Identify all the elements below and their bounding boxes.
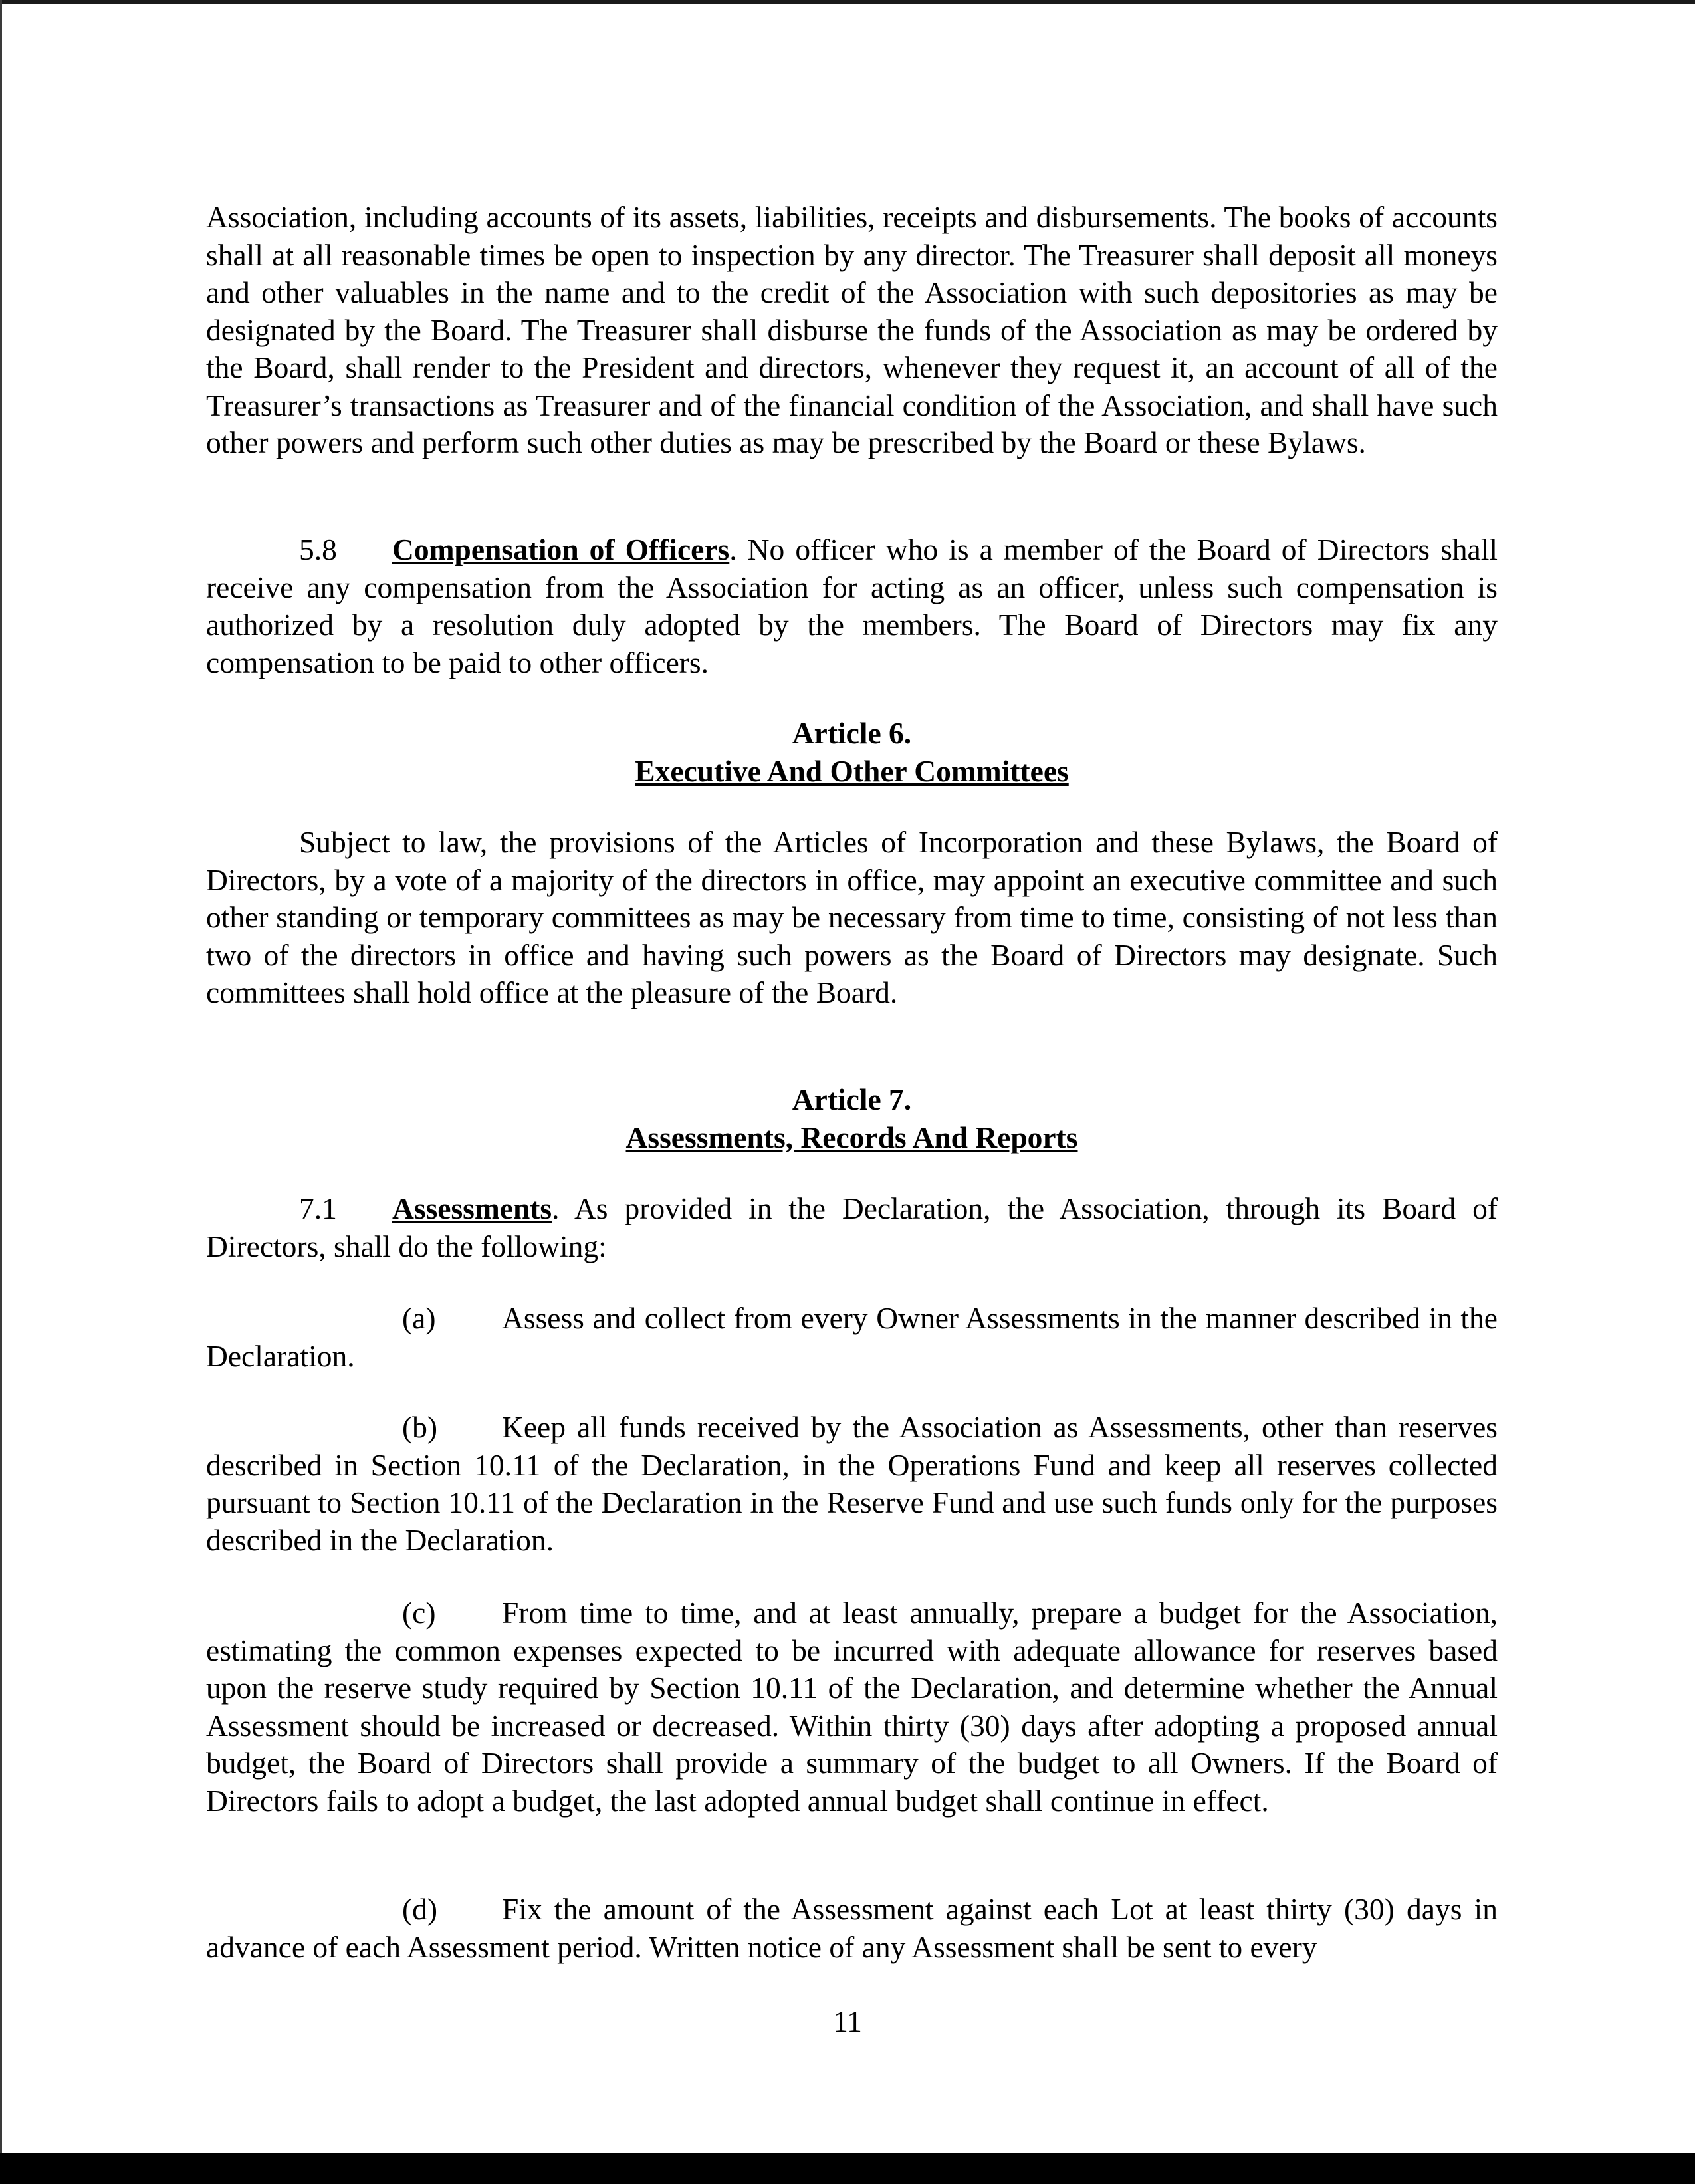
section-7-1-number: 7.1	[299, 1191, 337, 1225]
item-b-text: Keep all funds received by the Association as Assessments, other than reserves described in Section 10.11 of the Declaration, in the Operations Fund and keep all reserves collected pursuant to Section 10.11 of the Declaration in the Reserve Fund and use such funds only for the purposes described in the Declaration.	[206, 1410, 1498, 1557]
section-5-8-number: 5.8	[299, 533, 337, 566]
item-a-label: (a)	[402, 1301, 436, 1335]
item-c-label: (c)	[402, 1596, 436, 1630]
item-c-text: From time to time, and at least annually, prepare a budget for the Association, estimating the common expenses expected to be incurred with adequate allowance for reserves based upon the reserve study required by Section 10.11 of the Declaration, and determine whether the Annual Assessment should be increased or decreased. Within thirty (30) days after adopting a proposed annual budget, the Board of Directors shall provide a summary of the budget to all Owners. If the Board of Directors fails to adopt a budget, the last adopted annual budget shall continue in effect.	[206, 1596, 1498, 1818]
item-a	[206, 1300, 1498, 1375]
section-7-1-text: . As provided in the Declaration, the Association, through its Board of Directors, shall do the following:	[206, 1191, 1498, 1263]
item-b-label: (b)	[402, 1410, 438, 1444]
article-6-heading	[206, 715, 1498, 790]
section-7-1-title: Assessments	[392, 1191, 552, 1225]
section-5-8-title: Compensation of Officers	[392, 533, 730, 566]
item-b	[206, 1409, 1498, 1559]
article-7-title: Article 7.	[792, 1082, 912, 1116]
scan-edge-left	[0, 0, 2, 2184]
article-6-subtitle: Executive And Other Committees	[635, 753, 1069, 788]
article-6-body	[206, 824, 1498, 1012]
item-d	[206, 1891, 1498, 1966]
item-d-text: Fix the amount of the Assessment against each Lot at least thirty (30) days in advance of each Assessment period. Written notice of any Assessment shall be sent to every	[206, 1892, 1498, 1964]
section-7-1	[206, 1190, 1498, 1265]
scan-edge-top	[0, 0, 1695, 4]
article-6-title: Article 6.	[792, 716, 912, 750]
paragraph-treasurer-duties	[206, 199, 1498, 462]
item-c	[206, 1594, 1498, 1820]
paragraph-treasurer-text: Association, including accounts of its assets, liabilities, receipts and disbursements. The books of accounts shall at all reasonable times be open to inspection by any director. The Treasurer shall deposit all moneys and other valuables in the name and to the credit of the Association with such depositories as may be designated by the Board. The Treasurer shall disburse the funds of the Association as may be ordered by the Board, shall render to the President and directors, whenever they request it, an account of all of the Treasurer’s transactions as Treasurer and of the financial condition of the Association, and shall have such other powers and perform such other duties as may be prescribed by the Board or these Bylaws.	[206, 200, 1498, 459]
article-6-text: Subject to law, the provisions of the Articles of Incorporation and these Bylaws, the Board of Directors, by a vote of a majority of the directors in office, may appoint an executive committee and such other standing or temporary committees as may be necessary from time to time, consisting of not less than two of the directors in office and having such powers as the Board of Directors may designate. Such committees shall hold office at the pleasure of the Board.	[206, 825, 1498, 1009]
page-number: 11	[833, 2004, 862, 2038]
item-d-label: (d)	[402, 1892, 438, 1926]
item-a-text: Assess and collect from every Owner Assessments in the manner described in the Declaration.	[206, 1301, 1498, 1373]
section-5-8	[206, 531, 1498, 681]
scan-edge-bottom	[0, 2153, 1695, 2184]
article-7-heading	[206, 1081, 1498, 1156]
section-5-8-text: . No officer who is a member of the Board of Directors shall receive any compensation from the Association for acting as an officer, unless such compensation is authorized by a resolution duly adopted by the members. The Board of Directors may fix any compensation to be paid to other officers.	[206, 533, 1498, 679]
article-7-subtitle: Assessments, Records And Reports	[625, 1120, 1078, 1154]
